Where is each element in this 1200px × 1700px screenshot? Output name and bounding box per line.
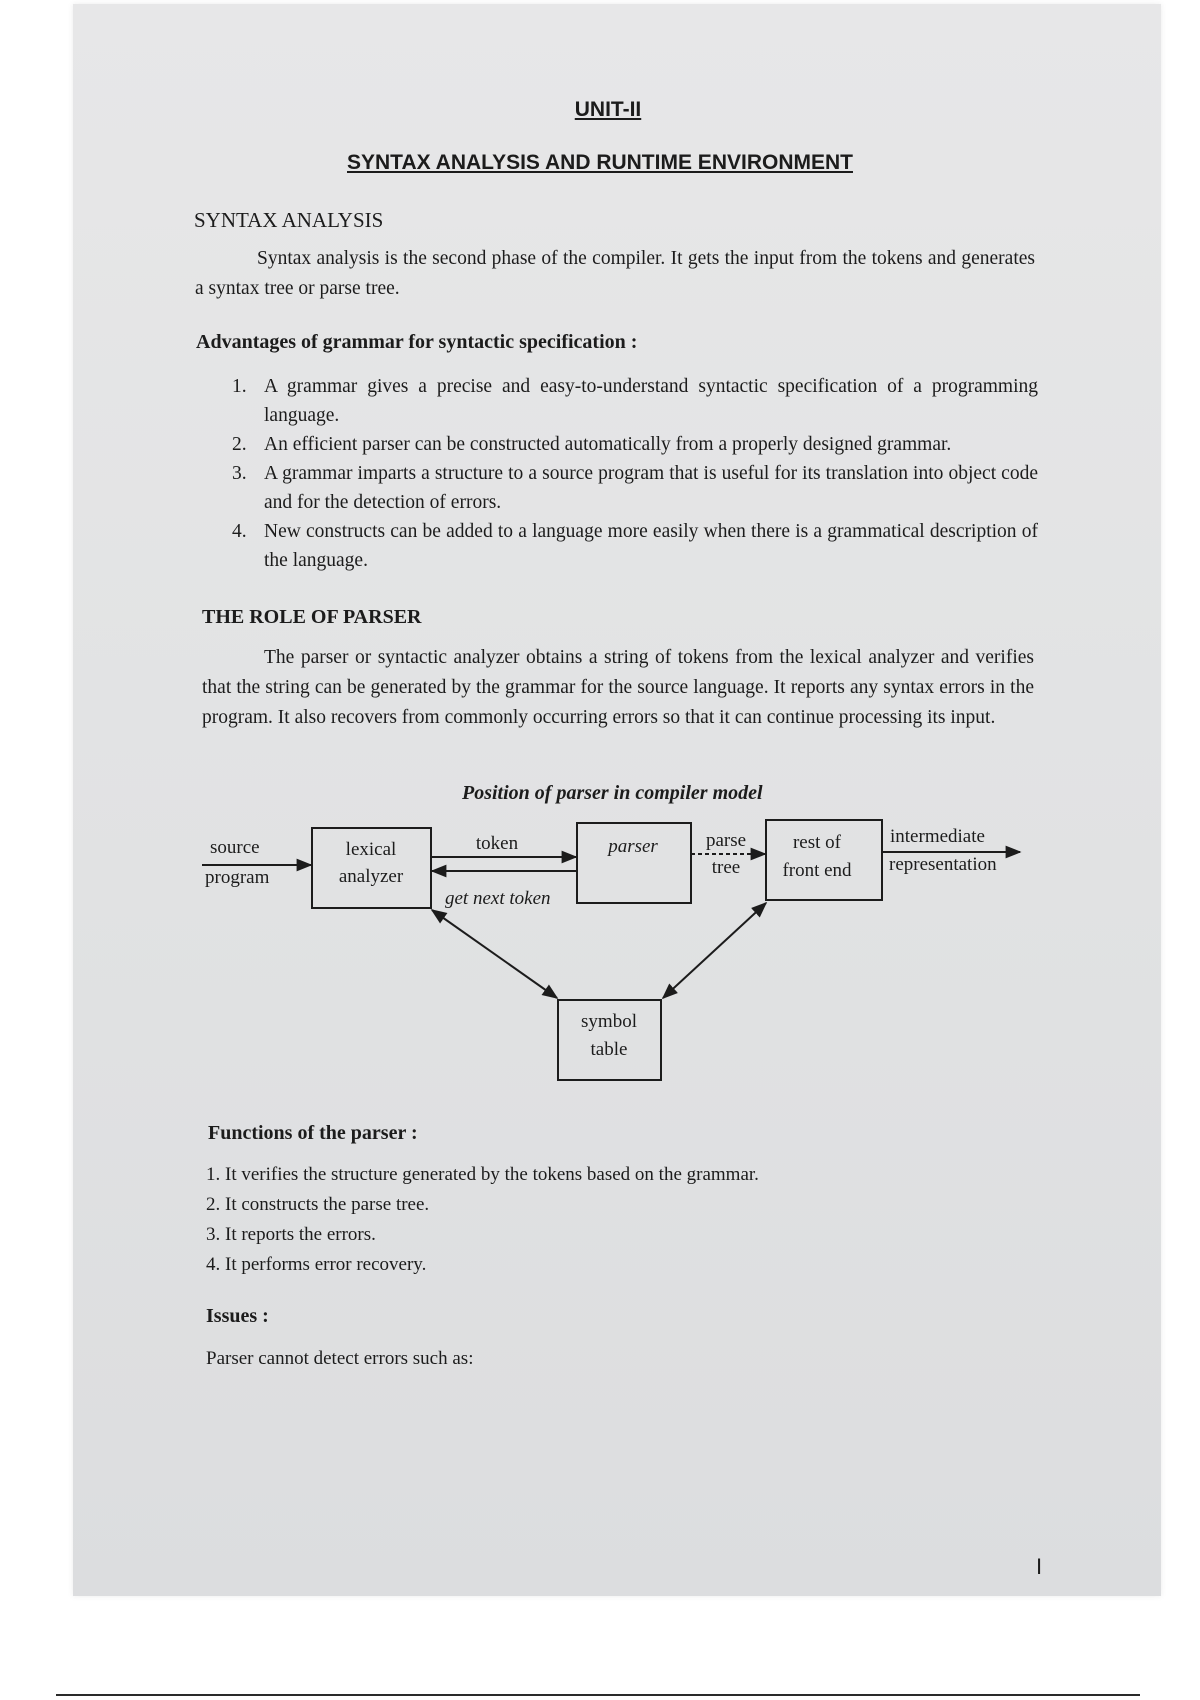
diagram-caption: Position of parser in compiler model: [462, 782, 763, 804]
label-get-next-token: get next token: [445, 888, 551, 909]
main-title: SYNTAX ANALYSIS AND RUNTIME ENVIRONMENT: [347, 151, 853, 174]
syntax-analysis-paragraph: Syntax analysis is the second phase of the compiler. It gets the input from the tokens and generates a syntax tree or parse tree.: [195, 248, 1035, 299]
list-item: 1. A grammar gives a precise and easy-to-understand syntactic specification of a programming language.: [232, 376, 1038, 426]
advantages-heading: Advantages of grammar for syntactic specification :: [196, 331, 638, 353]
parser-box: [577, 823, 691, 903]
syntax-analysis-heading: SYNTAX ANALYSIS: [194, 208, 384, 232]
label-program: program: [205, 867, 270, 888]
list-item: 2. An efficient parser can be constructed automatically from a properly designed grammar.: [232, 434, 952, 455]
page-mark: I: [1036, 1554, 1043, 1579]
label-source: source: [210, 837, 260, 858]
list-item: 1. It verifies the structure generated by the tokens based on the grammar.: [206, 1164, 759, 1185]
list-item: 4. It performs error recovery.: [206, 1254, 427, 1275]
label-symbol: symbol: [581, 1011, 637, 1032]
label-analyzer: analyzer: [338, 866, 404, 887]
issues-text: Parser cannot detect errors such as:: [206, 1348, 474, 1369]
label-table: table: [590, 1039, 628, 1060]
bottom-rule: [56, 1694, 1140, 1696]
list-item: 3. It reports the errors.: [206, 1224, 376, 1245]
label-representation: representation: [889, 854, 997, 875]
role-of-parser-heading: THE ROLE OF PARSER: [202, 606, 422, 628]
label-token: token: [475, 833, 519, 854]
list-item: 2. It constructs the parse tree.: [206, 1194, 430, 1215]
list-item: 3. A grammar imparts a structure to a source program that is useful for its translation into object code and for the detection of errors.: [232, 463, 1038, 513]
label-rest-of: rest of: [792, 832, 842, 853]
issues-heading: Issues :: [206, 1305, 269, 1327]
label-parser: parser: [608, 836, 658, 857]
front-end-symbol-arrow: [663, 903, 766, 998]
unit-title: UNIT-II: [574, 98, 642, 121]
label-lexical: lexical: [345, 839, 397, 860]
functions-list: [206, 1160, 759, 1280]
lexical-symbol-arrow: [432, 910, 557, 998]
label-tree: tree: [711, 857, 741, 878]
label-front-end: front end: [782, 860, 852, 881]
label-intermediate: intermediate: [890, 826, 985, 847]
functions-heading: Functions of the parser :: [208, 1122, 418, 1144]
label-parse: parse: [705, 830, 747, 851]
role-of-parser-paragraph: The parser or syntactic analyzer obtains a string of tokens from the lexical analyzer and verifies that the string can be generated by the grammar for the source language. It reports any syntax errors in the program. It also recovers from commonly occurring errors so that it can continue processing its input.: [202, 647, 1034, 728]
list-item: 4. New constructs can be added to a language more easily when there is a grammatical description of the language.: [232, 521, 1038, 571]
